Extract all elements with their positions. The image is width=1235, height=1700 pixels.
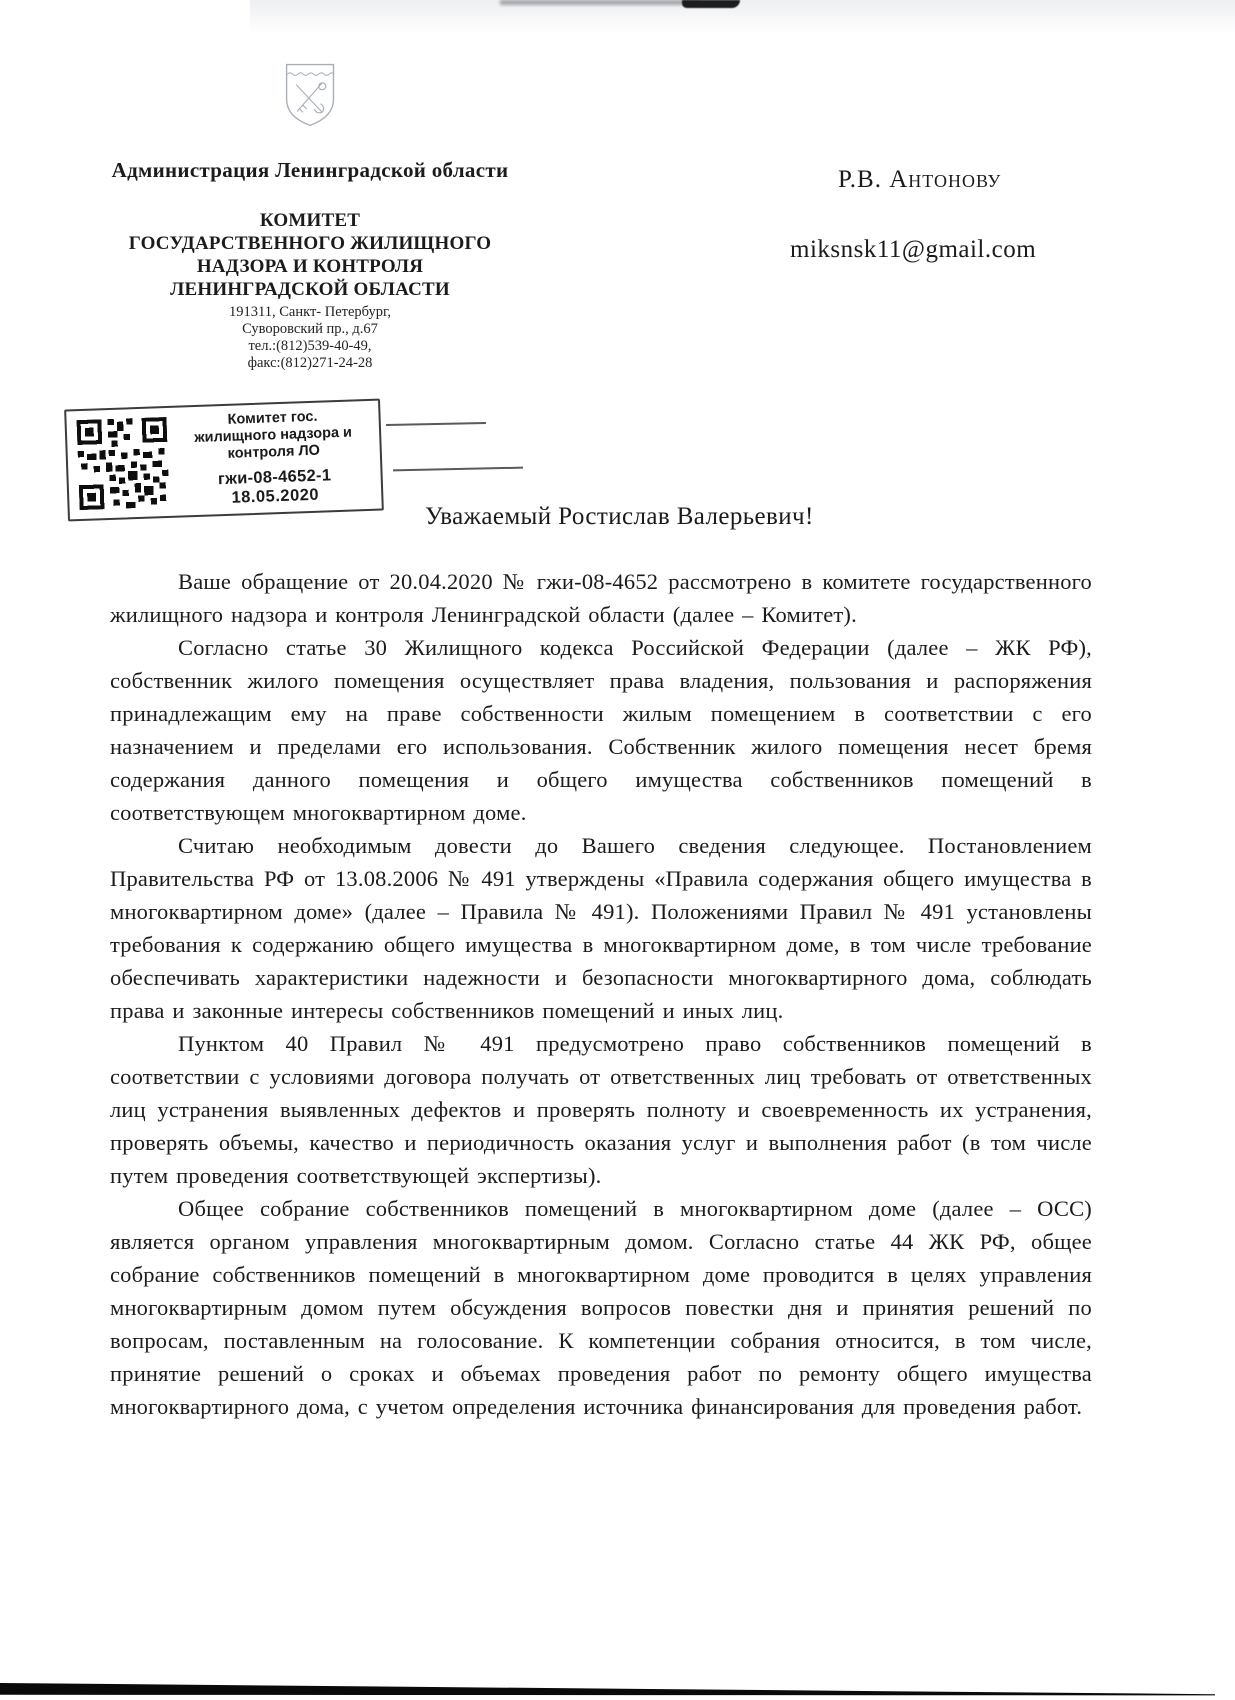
organization-administration: Администрация Ленинградской области <box>111 158 509 182</box>
scan-edge-artifact <box>0 1675 1235 1700</box>
organization-name <box>60 209 560 301</box>
coat-of-arms-icon <box>284 62 336 128</box>
body-paragraph: Общее собрание собственников помещений в многоквартирном доме (далее – ОСС) является органом управления многоквартирным домом. Согласно статье 44 ЖК РФ, общее собрание собственников помещений в многоквартирном доме проводится в целях управления многоквартирным домом путем обсуждения вопросов повестки дня и принятия решений по вопросам, поставленным на голосование. К компетенции собрания относится, в том числе, принятие решений о сроках и объемах проведения работ по ремонту общего имущества многоквартирного дома, с учетом определения источника финансирования для проведения работ. <box>110 1196 1092 1419</box>
letterhead <box>60 60 560 372</box>
scan-smudge-artifact <box>500 0 700 5</box>
organization-address-line: факс:(812)271-24-28 <box>247 355 373 371</box>
addressee-name: Р.В. Антонову <box>838 166 1002 193</box>
scan-noise-artifact <box>250 0 1235 34</box>
stamp-number: гжи-08-4652-1 <box>217 466 332 489</box>
organization-name-line: НАДЗОРА И КОНТРОЛЯ <box>196 256 424 277</box>
qr-code-icon <box>77 417 170 510</box>
organization-name-line: ЛЕНИНГРАДСКОЙ ОБЛАСТИ <box>170 279 450 300</box>
stamp-date: 18.05.2020 <box>231 485 320 507</box>
organization-name-line: КОМИТЕТ <box>259 210 361 231</box>
registration-stamp <box>64 399 384 522</box>
organization-address-line: 191311, Санкт- Петербург, <box>229 304 391 320</box>
scan-smudge-artifact <box>682 0 740 8</box>
body-paragraph: Ваше обращение от 20.04.2020 № гжи-08-4652 рассмотрено в комитете государственного жилищного надзора и контроля Ленинградской области (далее – Комитет). <box>110 569 1092 627</box>
body-paragraph: Считаю необходимым довести до Вашего сведения следующее. Постановлением Правительства РФ от 13.08.2006 № 491 утверждены «Правила содержания общего имущества в многоквартирном доме» (далее – Правила № 491). Положениями Правил № 491 установлены требования к содержанию общего имущества в многоквартирном доме, в том числе требование обеспечивать характеристики надежности и безопасности многоквартирного дома, соблюдать права и законные интересы собственников помещений и иных лиц. <box>110 833 1092 1023</box>
organization-name-line: ГОСУДАРСТВЕННОГО ЖИЛИЩНОГО <box>128 233 492 254</box>
stamp-org <box>172 407 374 465</box>
organization-address <box>60 304 560 372</box>
salutation: Уважаемый Ростислав Валерьевич! <box>425 503 814 530</box>
stamp-org-line: контроля ЛО <box>227 442 321 462</box>
letter-body <box>110 565 1092 1423</box>
stamp-org-line: жилищного надзора и <box>194 424 353 447</box>
body-paragraph: Согласно статье 30 Жилищного кодекса Российской Федерации (далее – ЖК РФ), собственник жилого помещения осуществляет права владения, пользования и распоряжения принадлежащим ему на праве собственности жилым помещением в соответствии с его назначением и пределами его использования. Собственник жилого помещения несет бремя содержания данного помещения и общего имущества собственников помещений в соответствующем многоквартирном доме. <box>110 635 1092 825</box>
organization-address-line: тел.:(812)539-40-49, <box>248 338 372 354</box>
body-paragraph: Пунктом 40 Правил № 491 предусмотрено право собственников помещений в соответствии с условиями договора получать от ответственных лиц требовать от ответственных лиц устранения выявленных дефектов и проверять полноту и своевременность их устранения, проверять объемы, качество и периодичность оказания услуг и выполнения работ (в том числе путем проведения соответствующей экспертизы). <box>110 1031 1092 1188</box>
addressee-email: miksnsk11@gmail.com <box>790 236 1037 263</box>
organization-address-line: Суворовский пр., д.67 <box>242 321 378 337</box>
stamp-text <box>166 407 381 510</box>
fill-in-line <box>393 467 523 472</box>
fill-in-line <box>386 422 486 426</box>
stamp-org-line: Комитет гос. <box>227 408 318 428</box>
